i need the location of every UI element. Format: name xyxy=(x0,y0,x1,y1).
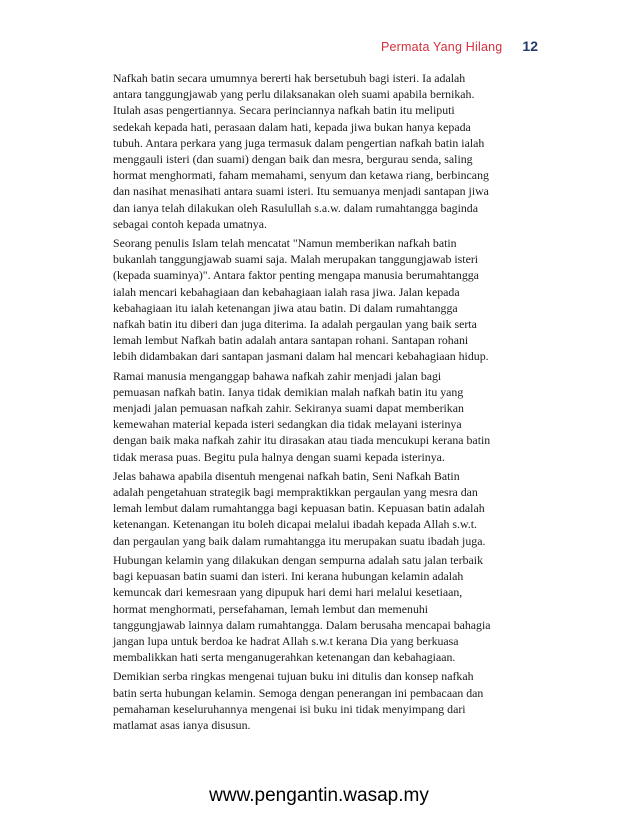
book-title: Permata Yang Hilang xyxy=(380,40,503,54)
text-line: sebagai contoh kepada umatnya. xyxy=(113,216,267,231)
footer-url: www.pengantin.wasap.my xyxy=(209,785,429,806)
text-line: sedekah kepada hati, perasaan dalam hati, kepada jiwa bukan hanya kepada xyxy=(113,119,471,134)
text-line: menggauli isteri (dan suami) dengan baik dan mesra, bergurau senda, saling xyxy=(113,152,473,167)
text-line: Hubungan kelamin yang dilakukan dengan sempurna adalah satu jalan terbaik xyxy=(113,552,483,567)
text-line: Ramai manusia menganggap bahawa nafkah zahir menjadi jalan bagi xyxy=(113,368,442,383)
text-line: Jelas bahawa apabila disentuh mengenai nafkah batin, Seni Nafkah Batin xyxy=(113,468,460,483)
page-header xyxy=(381,38,538,54)
paragraph xyxy=(113,552,524,665)
text-line: lemah lembut dalam rumahtangga bagi kepuasan batin. Kepuasan batin adalah xyxy=(113,501,485,516)
text-line: lebih didambakan dari santapan jasmani dalam hal mencari kebahagiaan hidup. xyxy=(113,349,489,364)
text-line: hormat menghormati, faham memahami, senyum dan ketawa riang, berbincang xyxy=(113,168,489,183)
text-line: (kepada suaminya)". Antara faktor penting mengapa manusia berumahtangga xyxy=(113,268,479,283)
text-line: membalikkan hati serta menganugerahkan ketenangan dan kebahagiaan. xyxy=(113,650,456,665)
text-line: Demikian serba ringkas mengenai tujuan buku ini ditulis dan konsep nafkah xyxy=(113,669,474,684)
text-line: dan pergaulan yang baik dalam rumahtangga itu merupakan suatu ibadah juga. xyxy=(113,533,486,548)
paragraph xyxy=(113,668,524,733)
text-line: menjadi jalan pemuasan nafkah zahir. Sekiranya suami dapat memberikan xyxy=(113,401,464,416)
text-line: Itulah asas pengertiannya. Secara perinciannya nafkah batin itu meliputi xyxy=(113,103,455,118)
text-line: hormat menghormati, persefahaman, lemah lembut dan memenuhi xyxy=(113,601,429,616)
text-line: lemah lembut Nafkah batin adalah antara santapan rohani. Santapan rohani xyxy=(113,333,469,348)
text-line: bagi kepuasan batin suami dan isteri. Ini kerana hubungan kelamin adalah xyxy=(113,569,464,584)
text-line: Seorang penulis Islam telah mencatat "Namun memberikan nafkah batin xyxy=(113,236,457,251)
text-line: matlamat asas ianya disusun. xyxy=(113,717,251,732)
body-text xyxy=(113,70,524,736)
text-line: dan ianya telah dilakukan oleh Rasulullah s.a.w. dalam rumahtangga baginda xyxy=(113,200,478,215)
text-line: kemewahan material kepada isteri sedangkan dia tidak melayani isterinya xyxy=(113,417,462,432)
text-line: jangan lupa untuk berdoa ke hadrat Allah s.w.t kerana Dia yang berkuasa xyxy=(113,633,459,648)
text-line: tanggungjawab lainnya dalam rumahtangga. Dalam berusaha mencapai bahagia xyxy=(113,617,491,632)
text-line: Nafkah batin secara umumnya bererti hak bersetubuh bagi isteri. Ia adalah xyxy=(113,71,466,85)
text-line: pemuasan nafkah batin. Ianya tidak demikian malah nafkah batin itu yang xyxy=(113,384,464,399)
text-line: dan nasihat menasihati antara suami isteri. Itu semuanya menjadi santapan jiwa xyxy=(113,184,489,199)
text-line: dengan baik maka nafkah zahir itu dirasakan atau tiada mencukupi kerana batin xyxy=(113,433,491,448)
text-line: bukanlah tanggungjawab suami saja. Malah merupakan tanggungjawab isteri xyxy=(113,252,479,267)
text-line: ialah mencari kebahagiaan dan kebahagiaan ialah rasa jiwa. Jalan kepada xyxy=(113,284,460,299)
paragraph xyxy=(113,468,524,549)
text-line: tidak merasa puas. Begitu pula halnya dengan suami kepada isterinya. xyxy=(113,449,445,464)
text-line: ketenangan. Ketenangan itu boleh dicapai melalui ibadah kepada Allah s.w.t. xyxy=(113,517,477,532)
paragraph xyxy=(113,235,524,365)
text-line: tubuh. Antara perkara yang juga termasuk dalam pengertian nafkah batin ialah xyxy=(113,135,485,150)
paragraph xyxy=(113,368,524,465)
text-line: batin serta hubungan kelamin. Semoga dengan penerangan ini pembacaan dan xyxy=(113,685,484,700)
text-line: nafkah batin itu diberi dan juga diterima. Ia adalah pergaulan yang baik serta xyxy=(113,317,477,332)
paragraph xyxy=(113,70,524,232)
text-line: antara tanggungjawab yang perlu dilaksanakan oleh suami apabila bernikah. xyxy=(113,87,475,102)
text-line: pemahaman keseluruhannya mengenai isi buku ini tidak menyimpang dari xyxy=(113,701,466,716)
text-line: adalah pengetahuan strategik bagi mempraktikkan pergaulan yang mesra dan xyxy=(113,485,478,500)
page-number: 12 xyxy=(522,38,538,54)
text-line: kebahagiaan itu ialah ketenangan jiwa atau batin. Di dalam rumahtangga xyxy=(113,300,458,315)
text-line: kemuncak dari kemesraan yang dipupuk hari demi hari melalui kesetiaan, xyxy=(113,585,463,600)
